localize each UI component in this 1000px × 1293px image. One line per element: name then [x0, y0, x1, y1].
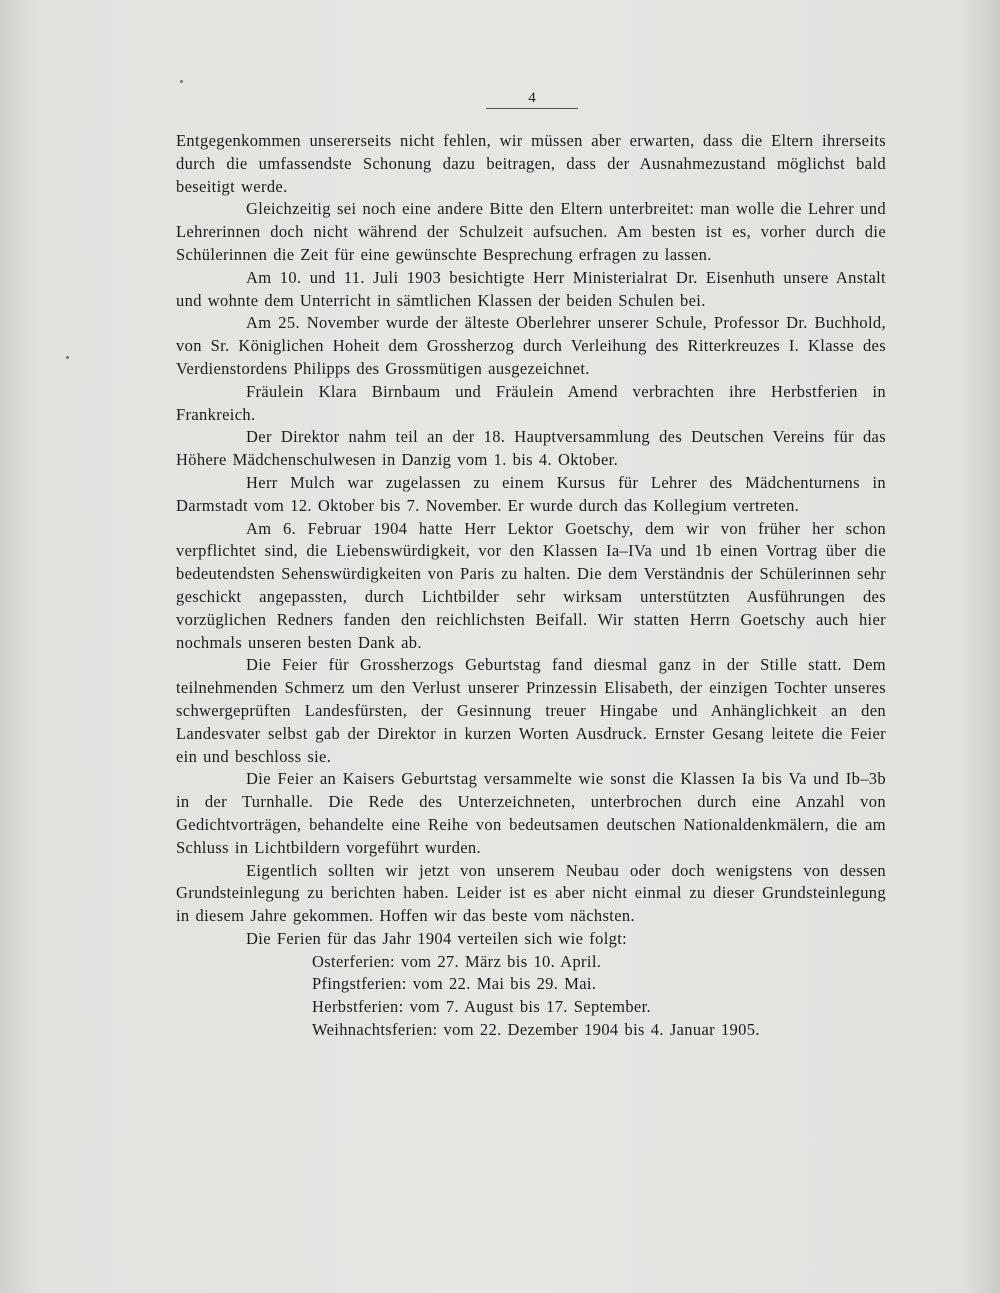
paragraph: Die Feier an Kaisers Geburtstag versammelte wie sonst die Klassen Ia bis Va und Ib–3b in der Turnhalle. Die Rede des Unterzeichneten, unterbrochen durch eine Anzahl von Gedichtvorträgen, behandelte eine Reihe von bedeutsamen deutschen Nationaldenkmälern, die am Schluss in Lichtbildern vorgeführt wurden.: [176, 769, 886, 857]
paragraph: Die Feier für Grossherzogs Geburtstag fand diesmal ganz in der Stille statt. Dem teilnehmenden Schmerz um den Verlust unserer Prinzessin Elisabeth, der einzigen Tochter unseres schwergeprüften Landesfürsten, der Gesinnung treuer Hingabe und Anhänglichkeit an den Landesvater selbst gab der Direktor in kurzen Worten Ausdruck. Ernster Gesang leitete die Feier ein und beschloss sie.: [176, 655, 886, 766]
vacation-item-autumn: Herbstferien: vom 7. August bis 17. September.: [312, 997, 652, 1017]
vacation-list: [176, 951, 886, 1042]
paper-speck: [180, 80, 183, 83]
paper-speck: [66, 356, 69, 359]
paragraph: Die Ferien für das Jahr 1904 verteilen sich wie folgt:: [246, 928, 628, 948]
paragraph: Herr Mulch war zugelassen zu einem Kursus für Lehrer des Mädchenturnens in Darmstadt vom 12. Oktober bis 7. November. Er wurde durch das Kollegium vertreten.: [176, 472, 886, 515]
body-text: [176, 130, 886, 1042]
paragraph: Der Direktor nahm teil an der 18. Hauptversammlung des Deutschen Vereins für das Höhere Mädchenschulwesen in Danzig vom 1. bis 4. Oktober.: [176, 427, 886, 470]
paragraph: Am 25. November wurde der älteste Oberlehrer unserer Schule, Professor Dr. Buchhold, von Sr. Königlichen Hoheit dem Grossherzog durch Verleihung des Ritterkreuzes I. Klasse des Verdienstordens Philipps des Grossmütigen ausgezeichnet.: [176, 313, 886, 378]
vacation-item-christmas: Weihnachtsferien: vom 22. Dezember 1904 bis 4. Januar 1905.: [312, 1020, 760, 1040]
vacation-item-easter: Osterferien: vom 27. März bis 10. April.: [312, 951, 602, 971]
paragraph: Gleichzeitig sei noch eine andere Bitte den Eltern unterbreitet: man wolle die Lehrer und Lehrerinnen doch nicht während der Schulzeit aufsuchen. Am besten ist es, vorher durch die Schülerinnen die Zeit für eine gewünschte Besprechung erfragen zu lassen.: [176, 199, 886, 264]
paragraph: Am 10. und 11. Juli 1903 besichtigte Herr Ministerialrat Dr. Eisenhuth unsere Anstalt und wohnte dem Unterricht in sämtlichen Klassen der beiden Schulen bei.: [176, 267, 886, 310]
paragraph: Eigentlich sollten wir jetzt von unserem Neubau oder doch wenigstens von dessen Grundsteinlegung zu berichten haben. Leider ist es aber nicht einmal zu dieser Grundsteinlegung in diesem Jahre gekommen. Hoffen wir das beste vom nächsten.: [176, 860, 886, 926]
page-number: 4: [486, 88, 578, 109]
paragraph: Am 6. Februar 1904 hatte Herr Lektor Goetschy, dem wir von früher her schon verpflichtet sind, die Liebenswürdigkeit, vor den Klassen Ia–IVa und 1b einen Vortrag über die bedeutendsten Sehenswürdigkeiten von Paris zu halten. Die dem Verständnis der Schülerinnen sehr geschickt angepassten, durch Lichtbilder sehr wirksam unterstützten Ausführungen des vorzüglichen Redners fanden den reichlichsten Beifall. Wir statten Herrn Goetschy auch hier nochmals unseren besten Dank ab.: [176, 518, 886, 652]
paragraph: Entgegenkommen unsererseits nicht fehlen, wir müssen aber erwarten, dass die Eltern ihrerseits durch die umfassendste Schonung dazu beitragen, dass der Ausnahmezustand möglichst bald beseitigt werde.: [176, 131, 886, 196]
vacation-item-pentecost: Pfingstferien: vom 22. Mai bis 29. Mai.: [312, 974, 597, 994]
paragraph: Fräulein Klara Birnbaum und Fräulein Amend verbrachten ihre Herbstferien in Frankreich.: [176, 381, 886, 424]
